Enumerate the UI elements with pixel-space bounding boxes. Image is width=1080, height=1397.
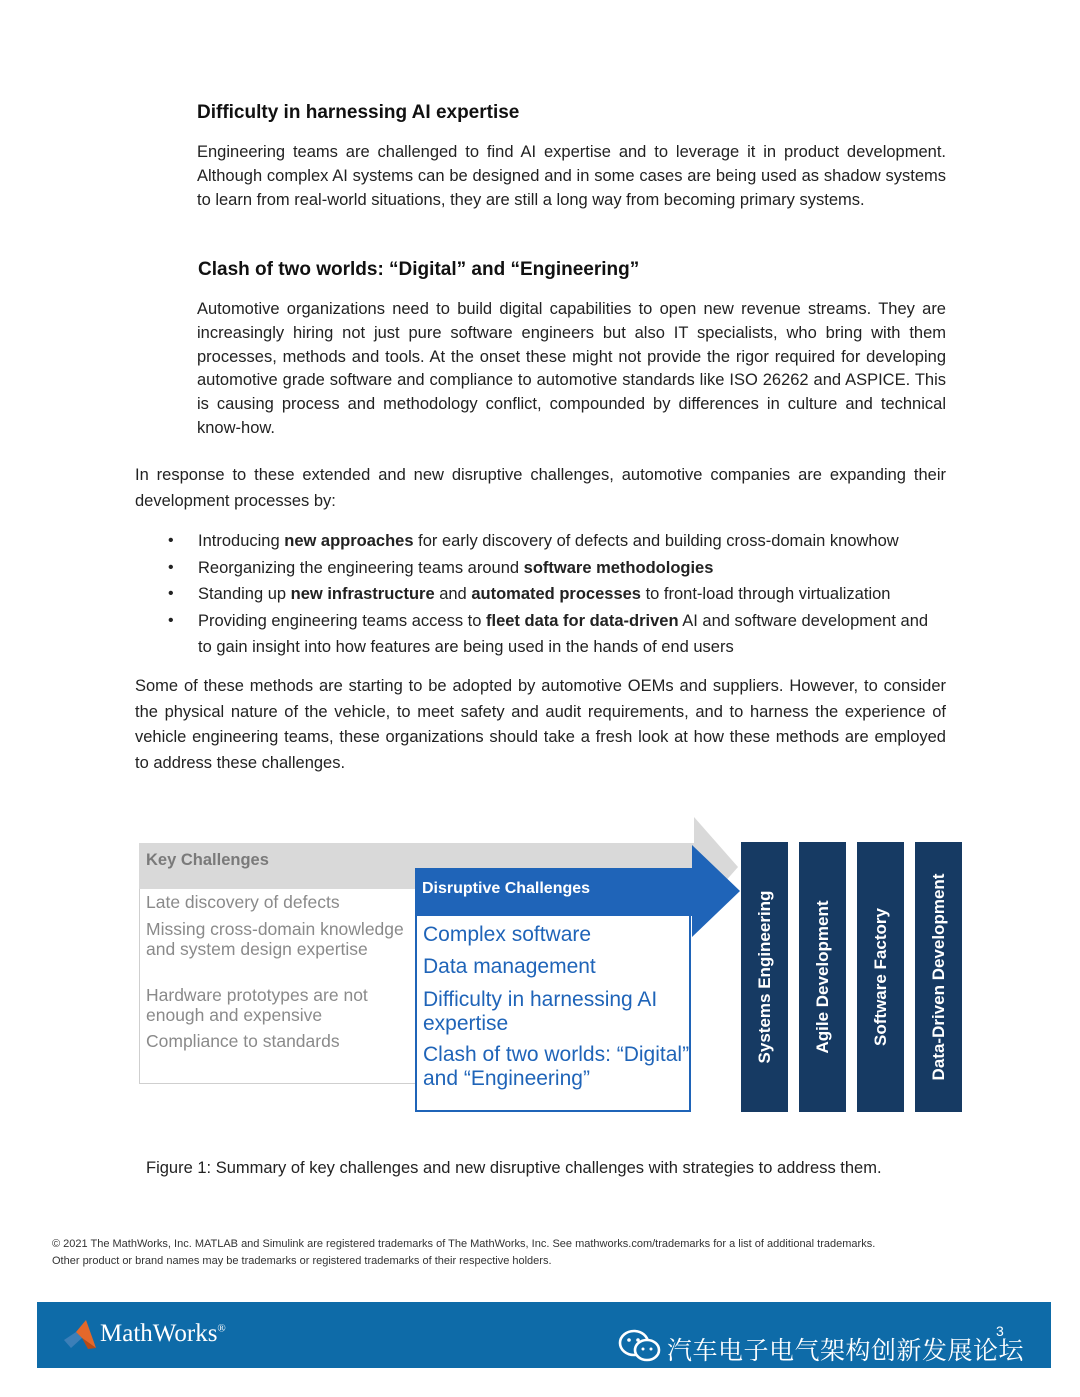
pillar-software-factory bbox=[857, 842, 904, 1112]
list-text: Introducing bbox=[198, 532, 285, 550]
list-text: to front-load through virtualization bbox=[640, 585, 891, 603]
pillar-label: Software Factory bbox=[870, 908, 890, 1046]
wechat-icon bbox=[618, 1328, 662, 1364]
list-text-bold: new approaches bbox=[284, 532, 414, 550]
key-challenge-item: Compliance to standards bbox=[146, 1031, 340, 1051]
disruptive-challenge-item: Complex software bbox=[423, 923, 592, 946]
list-text: Providing engineering teams access to bbox=[198, 611, 486, 630]
pillar-agile-development bbox=[799, 842, 846, 1112]
disruptive-challenges-title: Disruptive Challenges bbox=[422, 880, 591, 897]
pillar-data-driven-development bbox=[915, 842, 962, 1112]
disruptive-challenge-item: Data management bbox=[423, 955, 596, 978]
list-item bbox=[135, 608, 946, 661]
list-text: Reorganizing the engineering teams around bbox=[198, 558, 524, 577]
section-heading-clash: Clash of two worlds: “Digital” and “Engineering” bbox=[198, 259, 640, 280]
mathworks-logo-icon bbox=[62, 1318, 98, 1352]
bullet-dot: • bbox=[168, 611, 174, 629]
disruptive-challenge-item: Clash of two worlds: “Digital” and “Engineering” bbox=[423, 1043, 690, 1090]
pillar-label: Data-Driven Development bbox=[928, 873, 948, 1081]
list-item bbox=[135, 555, 946, 582]
figure-caption: Figure 1: Summary of key challenges and new disruptive challenges with strategies to address them. bbox=[146, 1159, 882, 1177]
watermark-text: 汽车电子电气架构创新发展论坛 bbox=[667, 1337, 1025, 1365]
pillar-label: Systems Engineering bbox=[754, 890, 774, 1064]
pillar-label: Agile Development bbox=[812, 900, 832, 1054]
key-challenge-item: Late discovery of defects bbox=[146, 892, 340, 912]
pillar-systems-engineering bbox=[741, 842, 788, 1112]
intro-paragraph: In response to these extended and new disruptive challenges, automotive companies are expanding their development processes by: bbox=[135, 466, 946, 510]
section-heading-ai-expertise: Difficulty in harnessing AI expertise bbox=[197, 102, 520, 123]
page-number: 3 bbox=[996, 1323, 1004, 1339]
section-body-ai-expertise: Engineering teams are challenged to find AI expertise and to leverage it in product development. Although complex AI systems can be designed and in some cases are being used as shadow systems to learn from real-world situations, they are still a long way from becoming primary systems. bbox=[197, 143, 946, 209]
bullet-dot: • bbox=[168, 585, 174, 602]
list-text: Standing up bbox=[198, 585, 291, 603]
closing-paragraph: Some of these methods are starting to be adopted by automotive OEMs and suppliers. However, to consider the physical nature of the vehicle, to meet safety and audit requirements, and to harness the experience of vehicle engineering teams, these organizations should take a fresh look at how these methods are employed to address these challenges. bbox=[135, 677, 946, 772]
list-text: for early discovery of defects and building cross-domain knowhow bbox=[413, 532, 899, 550]
mathworks-logo-text: MathWorks® bbox=[100, 1320, 226, 1347]
key-challenge-item: Hardware prototypes are not enough and expensive bbox=[146, 985, 368, 1025]
list-item bbox=[135, 528, 946, 555]
list-item bbox=[135, 581, 946, 608]
list-text-bold: new infrastructure bbox=[290, 585, 435, 603]
disruptive-challenge-item: Difficulty in harnessing AI expertise bbox=[423, 988, 658, 1035]
legal-line: Other product or brand names may be trademarks or registered trademarks of their respective holders. bbox=[52, 1255, 552, 1267]
bullet-dot: • bbox=[168, 558, 174, 576]
strategy-list bbox=[135, 528, 946, 661]
section-body-clash: Automotive organizations need to build digital capabilities to open new revenue streams. They are increasingly hiring not just pure software engineers but also IT specialists, who bring with them processes, methods and tools. At the onset these might not provide the rigor required for developing automotive grade software and compliance to automotive standards like ISO 26262 and ASPICE. This is causing process and methodology conflict, compounded by differences in culture and technical know-how. bbox=[197, 300, 946, 437]
list-text-bold: automated processes bbox=[471, 585, 641, 603]
list-text: and bbox=[434, 585, 472, 603]
bullet-dot: • bbox=[168, 532, 174, 549]
legal-line: © 2021 The MathWorks, Inc. MATLAB and Simulink are registered trademarks of The MathWorks, Inc. See mathworks.com/trademarks for a list of additional trademarks. bbox=[52, 1238, 876, 1250]
list-text-bold: software methodologies bbox=[523, 558, 714, 577]
blue-arrow-head bbox=[690, 845, 742, 937]
key-challenges-title: Key Challenges bbox=[146, 851, 269, 869]
key-challenge-item: Missing cross-domain knowledge and system design expertise bbox=[146, 919, 404, 959]
list-text: AI and software development and to gain insight into how features are being used in the hands of end users bbox=[198, 611, 929, 656]
list-text-bold: fleet data for data-driven bbox=[486, 611, 679, 630]
